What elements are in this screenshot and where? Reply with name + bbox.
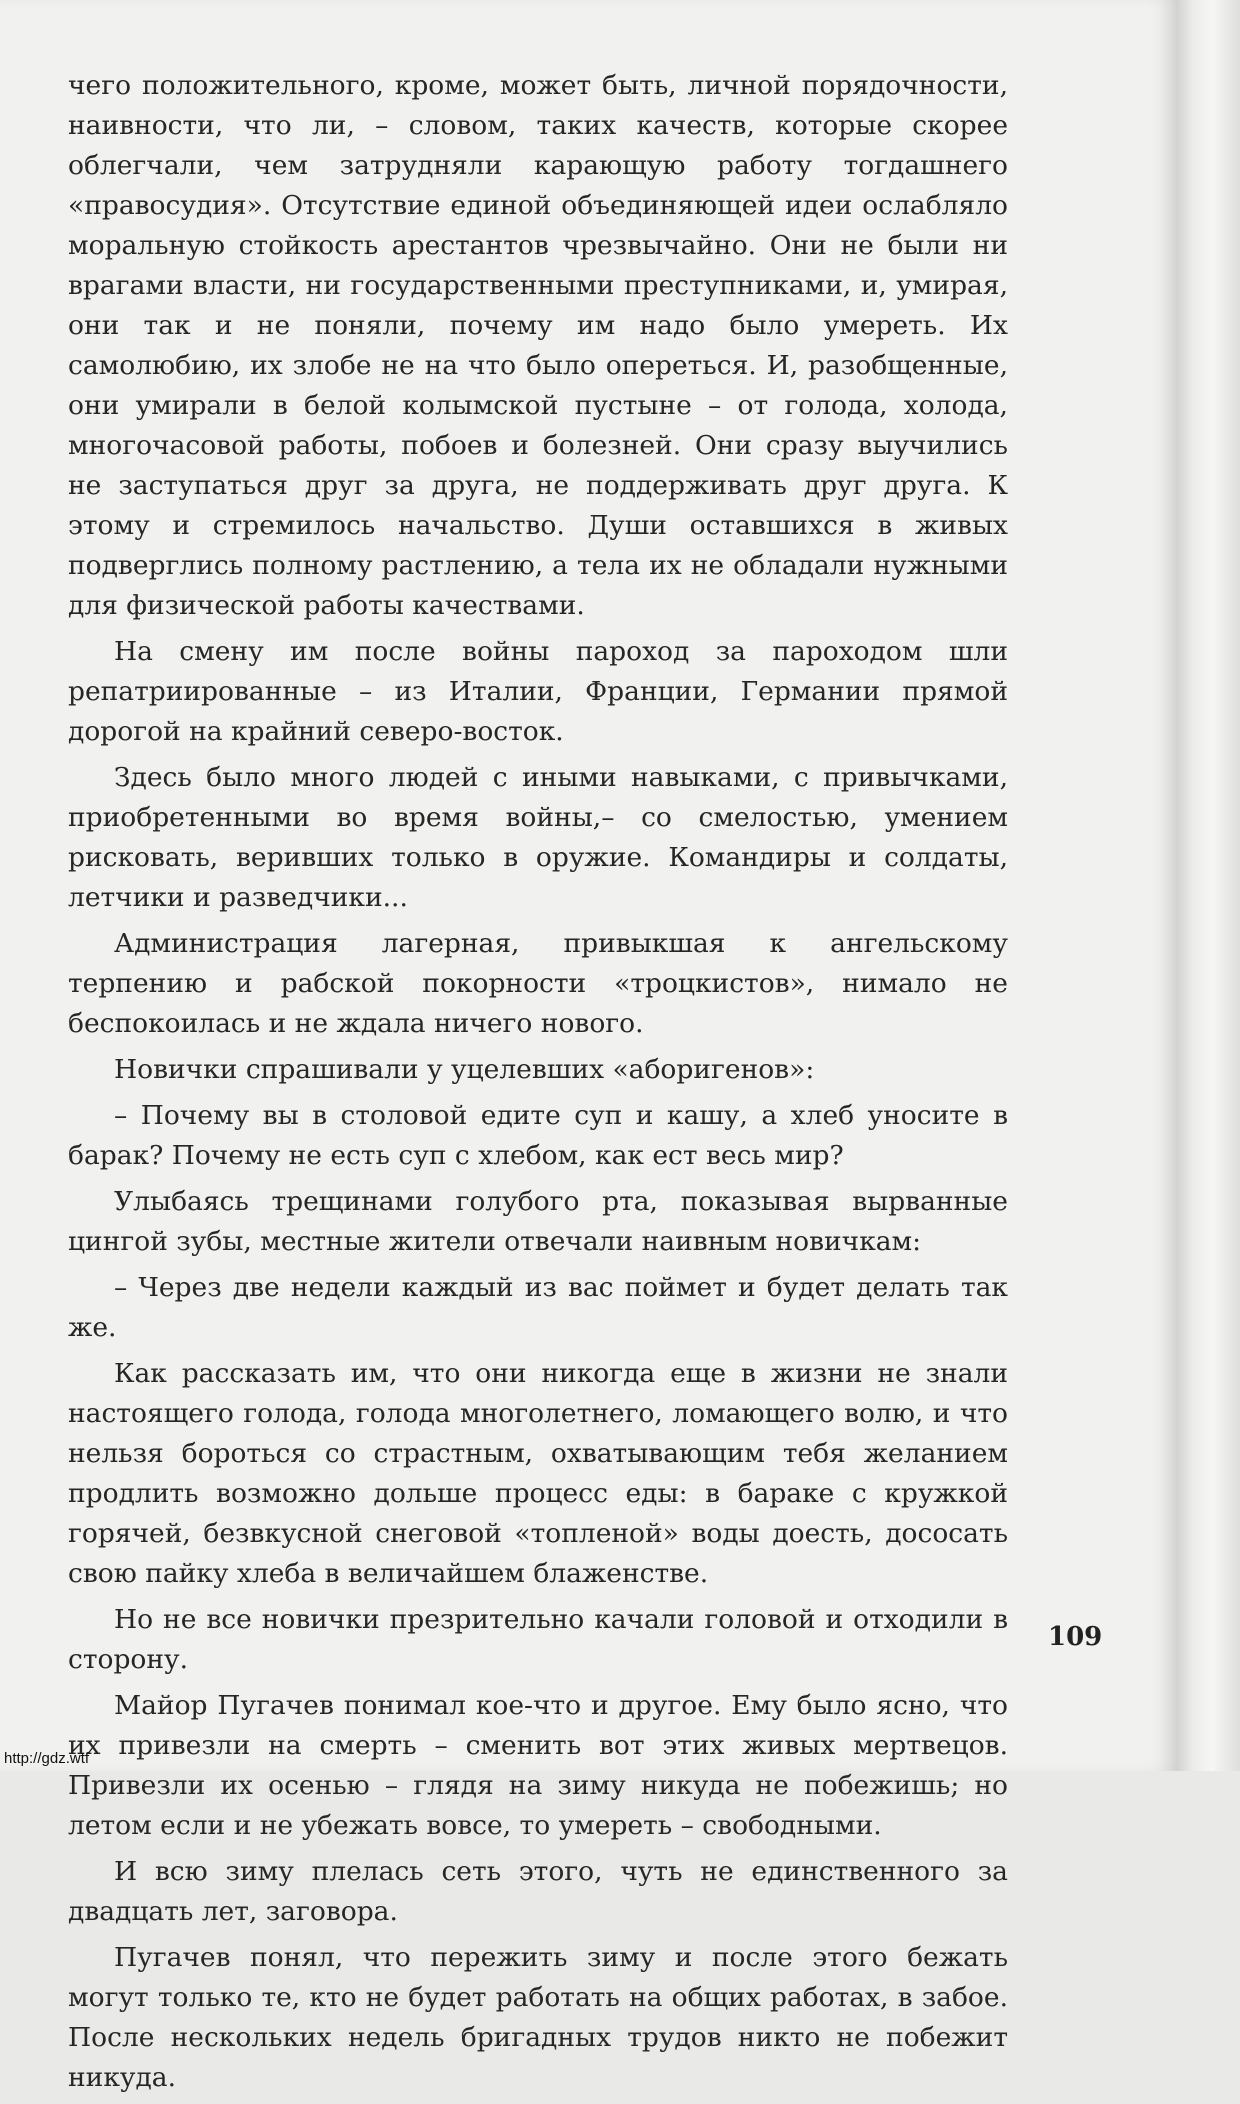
book-spine [1178,0,1240,1771]
paragraph: Администрация лагерная, привыкшая к ангельскому терпению и рабской покорности «троцкистов», нимало не беспокоилась и не ждала ничего нового. [68,928,1008,1039]
paragraph: Как рассказать им, что они никогда еще в жизни не знали настоящего голода, голода многолетнего, ломающего волю, и что нельзя бороться со страстным, охватывающим тебя желанием продлить возможно дольше процесс еды: в бараке с кружкой горячей, безвкусной снеговой «топленой» воды доесть, дососать свою пайку хлеба в величайшем блаженстве. [68,1358,1008,1589]
paragraph: Но не все новички презрительно качали головой и отходили в сторону. [68,1604,1008,1675]
paragraph: Здесь было много людей с иными навыками, с привычками, приобретенными во время войны,– со смелостью, умением рисковать, веривших только в оружие. Командиры и солдаты, летчики и разведчики... [68,762,1008,913]
paragraph: – Через две недели каждый из вас поймет и будет делать так же. [68,1272,1008,1343]
paragraph: И всю зиму плелась сеть этого, чуть не единственного за двадцать лет, заговора. [68,1856,1008,1927]
paragraph: На смену им после войны пароход за пароходом шли репатриированные – из Италии, Франции, Германии прямой дорогой на крайний северо-восток. [68,636,1008,747]
paragraph: Улыбаясь трещинами голубого рта, показывая вырванные цингой зубы, местные жители отвечали наивным новичкам: [68,1186,1008,1257]
page-number: 109 [1048,1622,1103,1652]
page-text [68,66,1008,2104]
paragraph: Майор Пугачев понимал кое-что и другое. Ему было ясно, что их привезли на смерть – сменить вот этих живых мертвецов. Привезли их осенью – глядя на зиму никуда не побежишь; но летом если и не убежать вовсе, то умереть – свободными. [68,1690,1008,1841]
paragraph: Новички спрашивали у уцелевших «аборигенов»: [114,1054,815,1085]
watermark-link[interactable]: http://gdz.wtf [4,1750,90,1767]
paragraph: Пугачев понял, что пережить зиму и после этого бежать могут только те, кто не будет работать на общих работах, в забое. После нескольких недель бригадных трудов никто не побежит никуда. [68,1942,1008,2093]
paragraph: чего положительного, кроме, может быть, личной порядочности, наивности, что ли, – словом, таких качеств, которые скорее облегчали, чем затрудняли карающую работу тогдашнего «правосудия». Отсутствие единой объединяющей идеи ослабляло моральную стойкость арестантов чрезвычайно. Они не были ни врагами власти, ни государственными преступниками, и, умирая, они так и не поняли, почему им надо было умереть. Их самолюбию, их злобе не на что было опереться. И, разобщенные, они умирали в белой колымской пустыне – от голода, холода, многочасовой работы, побоев и болезней. Они сразу выучились не заступаться друг за друга, не поддерживать друг друга. К этому и стремилось начальство. Души оставшихся в живых подверглись полному растлению, а тела их не обладали нужными для физической работы качествами. [68,70,1008,621]
paragraph: – Почему вы в столовой едите суп и кашу, а хлеб уносите в барак? Почему не есть суп с хлебом, как ест весь мир? [68,1100,1008,1171]
